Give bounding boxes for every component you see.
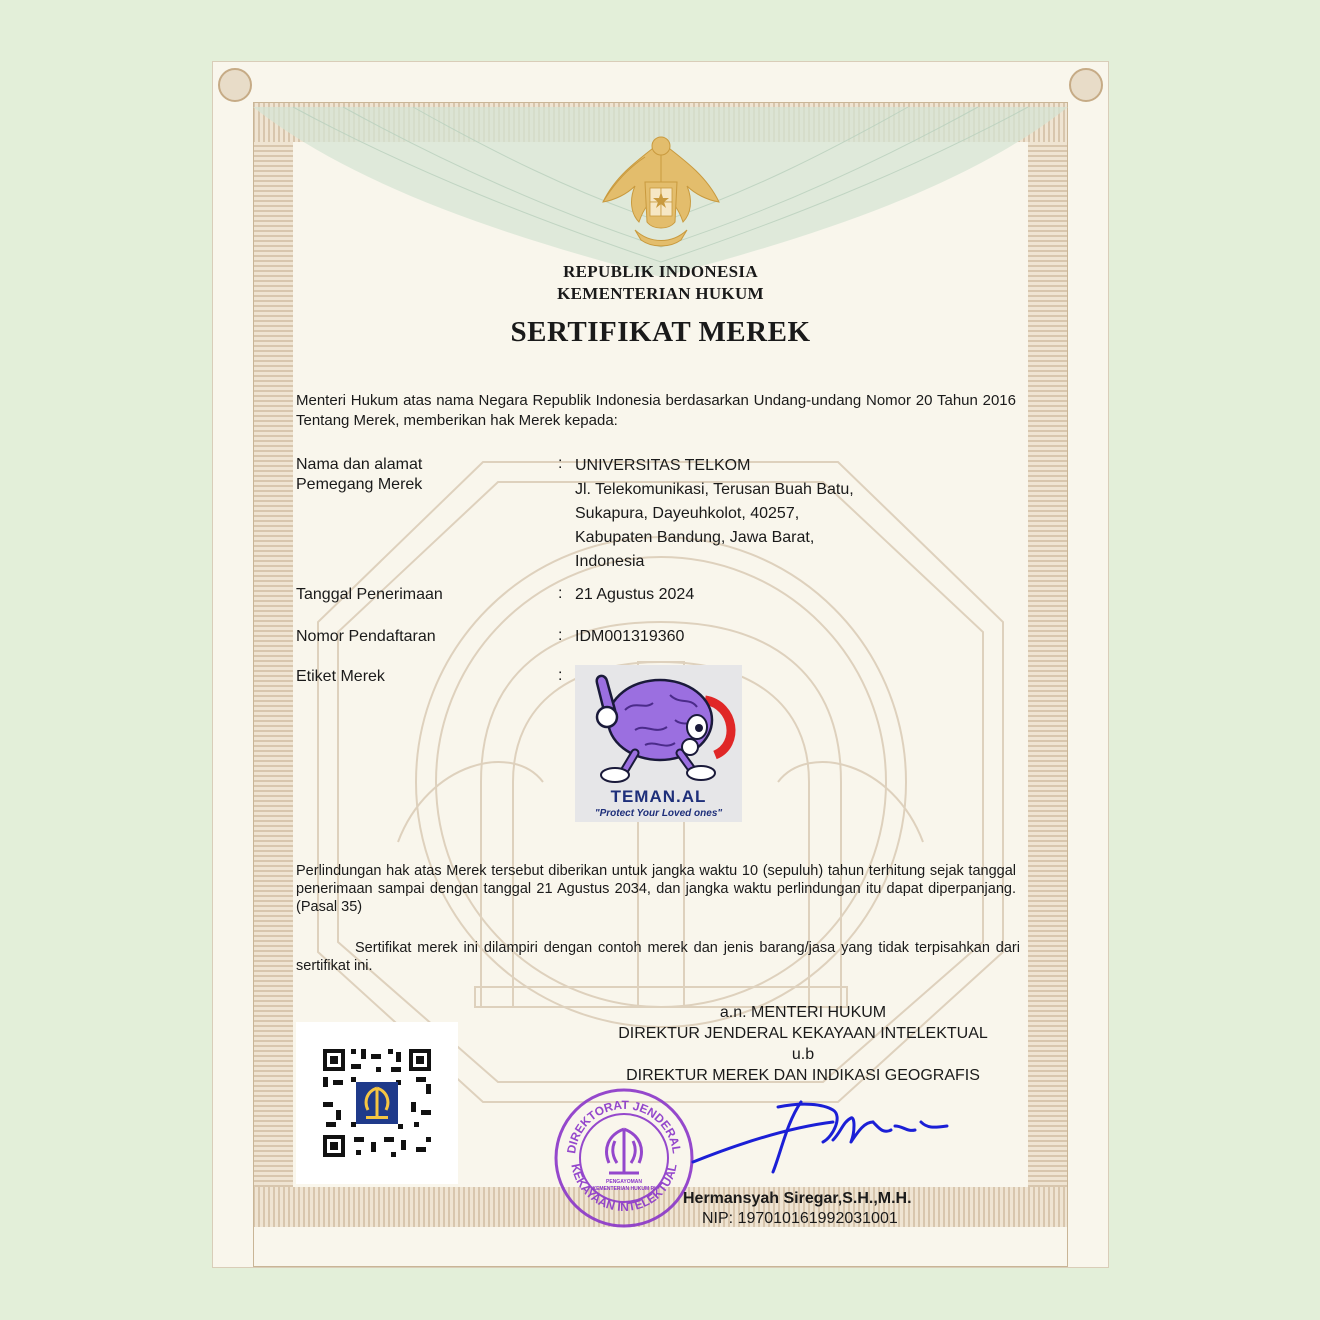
holder-address-line: Kabupaten Bandung, Jawa Barat,	[575, 529, 815, 546]
holder-label-line1: Nama dan alamat	[296, 456, 423, 473]
trademark-logo	[575, 665, 742, 822]
stamp-inner-text: KEMENTERIAN HUKUM RI	[592, 1186, 656, 1192]
qr-code	[296, 1022, 458, 1184]
registration-number-colon: :	[558, 627, 563, 644]
brand-name: TEMAN.AL	[610, 787, 707, 806]
signature-line-2: DIREKTUR JENDERAL KEKAYAAN INTELEKTUAL	[618, 1025, 988, 1042]
handwritten-signature	[683, 1082, 963, 1182]
signature-line-4: DIREKTUR MEREK DAN INDIKASI GEOGRAFIS	[626, 1067, 980, 1084]
certificate-title: SERTIFIKAT MEREK	[510, 316, 811, 348]
signature-line-3: u.b	[791, 1046, 815, 1063]
trademark-colon: :	[558, 667, 563, 684]
country-heading: REPUBLIK INDONESIA	[563, 262, 758, 281]
brand-tagline: "Protect Your Loved ones"	[594, 808, 723, 819]
holder-label-line2: Pemegang Merek	[296, 476, 423, 493]
stamp-emblem-text: PENGAYOMAN	[606, 1179, 642, 1185]
registration-number-label: Nomor Pendaftaran	[296, 628, 436, 645]
brain-mascot-icon	[575, 665, 742, 787]
qr-code-icon	[296, 1022, 458, 1184]
holder-colon: :	[558, 455, 563, 472]
holder-name: UNIVERSITAS TELKOM	[575, 457, 751, 474]
signatory-name: Hermansyah Siregar,S.H.,M.H.	[683, 1190, 912, 1207]
official-stamp	[553, 1087, 695, 1229]
ministry-heading: KEMENTERIAN HUKUM	[557, 284, 764, 303]
stamp-bottom-text: KEKAYAAN INTELEKTUAL	[568, 1162, 680, 1215]
protection-paragraph: Perlindungan hak atas Merek tersebut diberikan untuk jangka waktu 10 (sepuluh) tahun terhitung sejak tanggal penerimaan sampai dengan tanggal 21 Agustus 2034, dan jangka waktu perlindungan itu dapat diperpanjang. (Pasal 35)	[296, 863, 1016, 915]
date-colon: :	[558, 585, 563, 602]
registration-number-value: IDM001319360	[575, 628, 685, 645]
pengayoman-emblem-icon	[607, 1129, 642, 1173]
trademark-label: Etiket Merek	[296, 668, 385, 685]
certificate	[213, 62, 1108, 1267]
signatory-nip: NIP: 197010161992031001	[702, 1210, 898, 1227]
date-label: Tanggal Penerimaan	[296, 586, 443, 603]
date-value: 21 Agustus 2024	[575, 586, 695, 603]
stamp-top-text: DIREKTORAT JENDERAL	[564, 1097, 684, 1155]
holder-address-line: Sukapura, Dayeuhkolot, 40257,	[575, 505, 800, 522]
attachment-paragraph: Sertifikat merek ini dilampiri dengan contoh merek dan jenis barang/jasa yang tidak terpisahkan dari sertifikat ini.	[296, 940, 1020, 974]
intro-paragraph: Menteri Hukum atas nama Negara Republik Indonesia berdasarkan Undang-undang Nomor 20 Tahun 2016 Tentang Merek, memberikan hak Merek kepada:	[296, 392, 1016, 429]
holder-address-line: Jl. Telekomunikasi, Terusan Buah Batu,	[575, 481, 854, 498]
garuda-emblem-icon	[595, 122, 727, 252]
holder-address-line: Indonesia	[575, 553, 645, 570]
signature-line-1: a.n. MENTERI HUKUM	[719, 1004, 887, 1021]
